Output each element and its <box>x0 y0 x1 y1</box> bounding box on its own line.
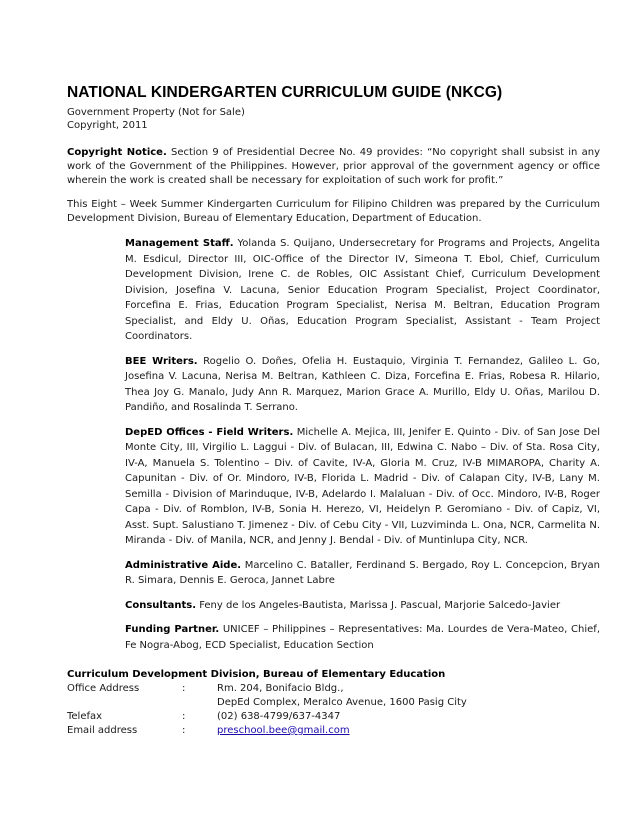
telefax-value: (02) 638-4799/637-4347 <box>217 711 341 722</box>
notice-text: Section 9 of Presidential Decree No. 49 provides: “No copyright shall subsist in any work of the Government of the Philippines. However, prior approval of the government agency or office wherein the work is created shall be necessary for exploitation of such work for profit.” <box>67 147 600 186</box>
colon: : <box>182 711 186 722</box>
office-line-2: DepEd Complex, Meralco Avenue, 1600 Pasig City <box>217 697 467 708</box>
telefax-label: Telefax <box>67 711 103 722</box>
credit-label: BEE Writers. <box>125 355 198 367</box>
credit-text: Feny de los Angeles-Bautista, Marissa J. Pascual, Marjorie Salcedo-Javier <box>196 599 561 611</box>
email-row <box>67 724 600 738</box>
copyright-line: Copyright, 2011 <box>67 120 148 131</box>
credit-management-staff <box>125 236 600 345</box>
credit-text: Rogelio O. Doñes, Ofelia H. Eustaquio, Virginia T. Fernandez, Galileo L. Go, Josefina V. Lacuna, Nerisa M. Beltran, Kathleen C. Diza, Forcefina E. Frias, Robesa R. Hilario, Thea Joy G. Manalo, Judy Ann R. Marquez, Marion Grace A. Murillo, Eldy U. Oñas, Marilou D. Pandiño, and Rosalinda T. Serrano. <box>125 355 600 413</box>
credit-bee-writers <box>125 354 600 416</box>
office-address-row <box>67 682 600 696</box>
email-link[interactable]: preschool.bee@gmail.com <box>217 725 350 736</box>
credit-text: Marcelino C. Bataller, Ferdinand S. Bergado, Roy L. Concepcion, Bryan R. Simara, Dennis E. Geroca, Jannet Labre <box>125 559 600 586</box>
copyright-notice <box>67 146 600 188</box>
office-line-1: Rm. 204, Bonifacio Bldg., <box>217 683 344 694</box>
credit-label: DepED Offices - Field Writers. <box>125 426 294 438</box>
credit-funding-partner <box>125 622 600 653</box>
credit-label: Funding Partner. <box>125 624 220 635</box>
credit-consultants <box>125 598 600 614</box>
document-page <box>67 84 600 738</box>
credit-label: Administrative Aide. <box>125 559 242 571</box>
credit-label: Consultants. <box>125 599 197 611</box>
credit-text: Yolanda S. Quijano, Undersecretary for Programs and Projects, Angelita M. Esdicul, Director III, OIC-Office of the Director IV, Simeona T. Ebol, Chief, Curriculum Development Division, Irene C. de Robles, OIC Assistant Chief, Curriculum Development Division, Josefina V. Lacuna, Senior Education Program Specialist, Project Coordinator, Forcefina E. Frias, Education Program Specialist, Nerisa M. Beltran, Education Program Specialist, and Eldy U. Oñas, Education Program Specialist, Assistant - Team Project Coordinators. <box>125 238 600 342</box>
notice-label: Copyright Notice. <box>67 147 167 158</box>
office-address-row-2 <box>67 696 600 710</box>
credit-label: Management Staff. <box>125 238 234 249</box>
property-note: Government Property (Not for Sale) <box>67 107 245 118</box>
office-label: Office Address <box>67 683 140 694</box>
colon: : <box>182 683 186 694</box>
credit-text: UNICEF – Philippines – Representatives: Ma. Lourdes de Vera-Mateo, Chief, Fe Nogra-Abog, ECD Specialist, Education Section <box>125 624 600 651</box>
credit-administrative-aide <box>125 558 600 589</box>
colon: : <box>182 725 186 736</box>
credit-field-writers <box>125 425 600 549</box>
credit-text: Michelle A. Mejica, III, Jenifer E. Quinto - Div. of San Jose Del Monte City, III, Virgilio L. Laggui - Div. of Bulacan, III, Edwina C. Nabo – Div. of Sta. Rosa City, IV-A, Manuela S. Tolentino – Div. of Cavite, IV-A, Gloria M. Cruz, IV-B MIMAROPA, Charity A. Capunitan - Div. of Or. Mindoro, IV-B, Florida L. Madrid - Div. of Calapan City, IV-B, Lany M. Semilla - Division of Marinduque, IV-B, Adelardo I. Malaluan - Div. of Occ. Mindoro, IV-B, Roger Capa - Div. of Romblon, IV-B, Sonia H. Herezo, VI, Heidelyn P. Geromiano - Div. of Capiz, VI, Asst. Supt. Salustiano T. Jimenez - Div. of Cebu City - VII, Luzviminda L. Ona, NCR, Carmelita N. Miranda - Div. of Manila, NCR, and Jenny J. Bendal - Div. of Muntinlupa City, NCR. <box>125 426 600 546</box>
contact-heading: Curriculum Development Division, Bureau of Elementary Education <box>67 669 446 680</box>
email-label: Email address <box>67 725 138 736</box>
document-title: NATIONAL KINDERGARTEN CURRICULUM GUIDE (NKCG) <box>67 84 503 101</box>
intro-paragraph: This Eight – Week Summer Kindergarten Curriculum for Filipino Children was prepared by the Curriculum Development Division, Bureau of Elementary Education, Department of Education. <box>67 199 600 224</box>
telefax-row <box>67 710 600 724</box>
